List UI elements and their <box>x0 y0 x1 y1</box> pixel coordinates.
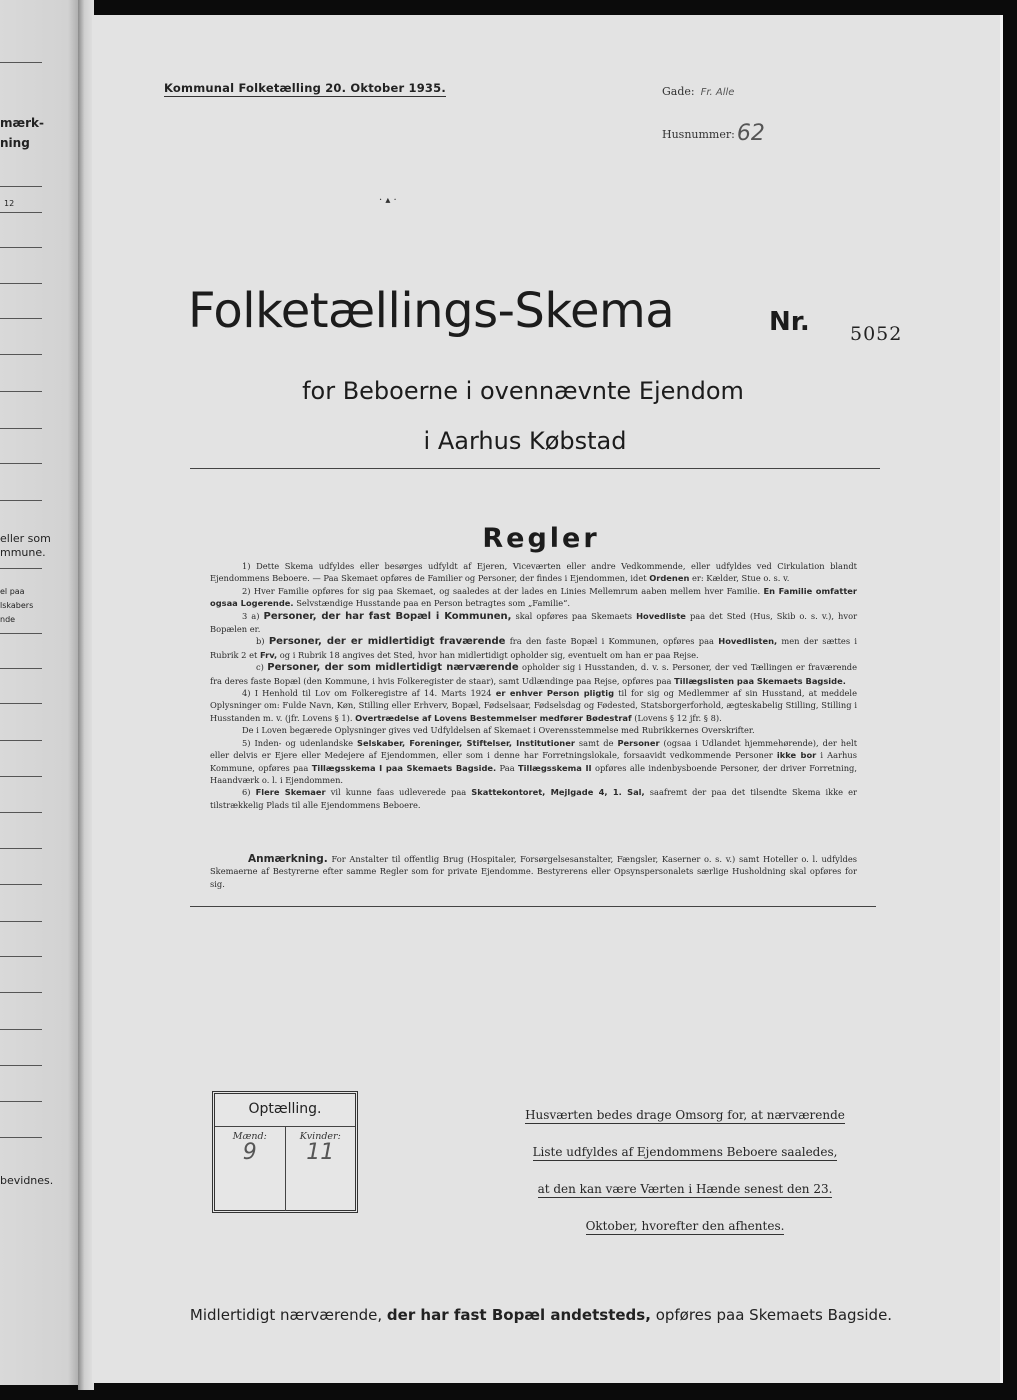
street-field <box>662 85 734 98</box>
form-subtitle-city: i Aarhus Købstad <box>423 427 627 455</box>
left-rule <box>0 740 42 741</box>
left-page-strip <box>0 0 80 1385</box>
left-rule <box>0 884 42 885</box>
left-fragment: 12 <box>4 199 15 208</box>
left-rule <box>0 247 42 248</box>
left-fragment: mmune. <box>0 546 46 559</box>
rule-3b: b) Personer, der er midlertidigt fraværende fra den faste Bopæl i Kommunen, opføres paa Hovedlisten, men der sættes i Rubrik 2 et Frv, og i Rubrik 18 angives det Sted, hvor han midlertidigt opholder sig, eventuelt om han er paa Rejse. <box>210 636 857 660</box>
house-number-field <box>662 119 765 144</box>
left-rule <box>0 186 42 187</box>
left-rule <box>0 391 42 392</box>
left-fragment: nde <box>0 615 16 624</box>
left-rule <box>0 668 42 669</box>
left-rule <box>0 428 42 429</box>
notice-line: Husværten bedes drage Omsorg for, at nærværende <box>525 1108 845 1122</box>
left-rule <box>0 568 42 569</box>
women-count: 11 <box>306 1140 335 1165</box>
remark-paragraph <box>210 853 857 890</box>
rule-4: 4) I Henhold til Lov om Folkeregistre af 14. Marts 1924 er enhver Person pligtig til for sig og Medlemmer af sin Husstand, at meddele Oplysninger om: Fulde Navn, Køn, Stilling eller Erhverv, Bopæl, Fødselsaar, Fødselsdag og Fødested, Statsborgerforhold, ægteskabelig Stilling, Stilling i Husstanden m. v. (jfr. Lovens § 1). Overtrædelse af Lovens Bestemmelser medfører Bødestraf (Lovens § 12 jfr. § 8). <box>210 688 857 723</box>
left-rule <box>0 212 42 213</box>
men-count: 9 <box>242 1140 257 1165</box>
left-rule <box>0 921 42 922</box>
left-fragment: bevidnes. <box>0 1174 54 1187</box>
rule-2: 2) Hver Familie opføres for sig paa Skemaet, og saaledes at der lades en Linies Mellemrum aaben mellem hver Familie. En Familie omfatter ogsaa Logerende. Selvstændige Husstande paa en Person betragtes som „Familie“. <box>210 585 858 609</box>
left-fragment: mærk- <box>0 116 44 130</box>
left-rule <box>0 1029 42 1030</box>
ink-speck: · ▴ · <box>379 195 397 206</box>
rule-4-note: De i Loven begærede Oplysninger gives ved Udfyldelsen af Skemaet i Overensstemmelse med Rubrikkernes Overskrifter. <box>242 725 755 736</box>
left-fragment: eller som <box>0 532 51 545</box>
remark-text: For Anstalter til offentlig Brug (Hospitaler, Forsørgelsesanstalter, Fængsler, Kaserner o. s. v.) samt Hoteller o. l. udfyldes Skemaerne af Bestyrerne efter samme Regler som for private Ejendomme. Bestyrerens eller Opsynspersonalets særlige Husholdning skal opføres for sig. <box>210 854 857 889</box>
left-fragment: ning <box>0 136 30 150</box>
rules-heading: Regler <box>482 523 600 554</box>
divider-top <box>190 468 880 469</box>
left-rule <box>0 703 42 704</box>
left-rule <box>0 992 42 993</box>
left-rule <box>0 463 42 464</box>
street-label: Gade: <box>662 85 695 98</box>
rule-5: 5) Inden- og udenlandske Selskaber, Foreninger, Stiftelser, Institutioner samt de Personer (ogsaa i Udlandet hjemmehørende), der helt eller delvis er Ejere eller Medejere af Ejendommen, eller som i denne har Forretningslokale, forsaavidt vedkommende Personer ikke bor i Aarhus Kommune, opføres paa Tillægsskema I paa Skemaets Bagside. Paa Tillægsskema II opføres alle indenbysboende Personer, der driver Forretning, Haandværk o. l. i Ejendommen. <box>210 737 858 785</box>
left-fragment: lskabers <box>0 601 34 610</box>
house-number-label: Husnummer: <box>662 128 735 141</box>
men-count-cell <box>215 1127 285 1211</box>
street-value: Fr. Alle <box>700 87 735 98</box>
notice-line: Liste udfyldes af Ejendommens Beboere saaledes, <box>532 1145 838 1159</box>
form-title: Folketællings-Skema <box>188 283 675 339</box>
notice-line: at den kan være Værten i Hænde senest den 23. <box>537 1182 833 1196</box>
landlord-notice <box>516 1097 854 1245</box>
rule-3c: c) Personer, der som midlertidigt nærværende opholder sig i Husstanden, d. v. s. Personer, der ved Tællingen er fraværende fra deres faste Bopæl (den Kommune, i hvis Folkeregister de staar), samt Udlændinge paa Rejse, opføres paa Tillægslisten paa Skemaets Bagside. <box>210 662 858 686</box>
divider-bottom <box>190 906 876 907</box>
women-count-cell <box>285 1127 356 1211</box>
census-form-page <box>92 15 1003 1383</box>
men-label: Mænd: <box>232 1131 267 1142</box>
count-box-title: Optælling. <box>215 1094 355 1127</box>
left-rule <box>0 318 42 319</box>
form-subtitle-residents: for Beboerne i ovennævnte Ejendom <box>302 377 744 405</box>
left-rule <box>0 354 42 355</box>
remark-lead: Anmærkning. <box>248 853 328 865</box>
footer-bold: der har fast Bopæl andetsteds, <box>386 1306 651 1324</box>
footer-note <box>92 1306 990 1324</box>
left-rule <box>0 776 42 777</box>
left-rule <box>0 62 42 63</box>
left-rule <box>0 1065 42 1066</box>
left-rule <box>0 956 42 957</box>
house-number-value: 62 <box>736 121 765 146</box>
left-rule <box>0 848 42 849</box>
footer-pre: Midlertidigt nærværende, <box>189 1306 383 1324</box>
form-number: 5052 <box>850 323 903 345</box>
rules-text <box>210 560 857 811</box>
left-rule <box>0 283 42 284</box>
notice-line: Oktober, hvorefter den afhentes. <box>585 1219 785 1233</box>
women-label: Kvinder: <box>299 1131 341 1142</box>
left-rule <box>0 812 42 813</box>
left-rule <box>0 633 42 634</box>
footer-post: opføres paa Skemaets Bagside. <box>655 1306 893 1324</box>
left-rule <box>0 1101 42 1102</box>
left-rule <box>0 1137 42 1138</box>
rule-1: 1) Dette Skema udfyldes eller besørges udfyldt af Ejeren, Viceværten eller andre Vedkommende, eller udfyldes ved Cirkulation blandt Ejendommens Beboere. — Paa Skemaet opføres de Familier og Personer, der findes i Ejendommen, idet Ordenen er: Kælder, Stue o. s. v. <box>210 561 857 584</box>
form-nr-label: Nr. <box>769 307 810 337</box>
left-rule <box>0 500 42 501</box>
count-box <box>212 1091 358 1213</box>
left-fragment: el paa <box>0 587 25 596</box>
census-header: Kommunal Folketælling 20. Oktober 1935. <box>164 81 446 95</box>
rule-6: 6) Flere Skemaer vil kunne faas udleverede paa Skattekontoret, Mejlgade 4, 1. Sal, saafremt der paa det tilsendte Skema ikke er tilstrækkelig Plads til alle Ejendommens Beboere. <box>210 787 858 810</box>
rule-3a: 3 a) Personer, der har fast Bopæl i Kommunen, skal opføres paa Skemaets Hovedliste paa det Sted (Hus, Skib o. s. v.), hvor Bopælen er. <box>210 610 858 635</box>
